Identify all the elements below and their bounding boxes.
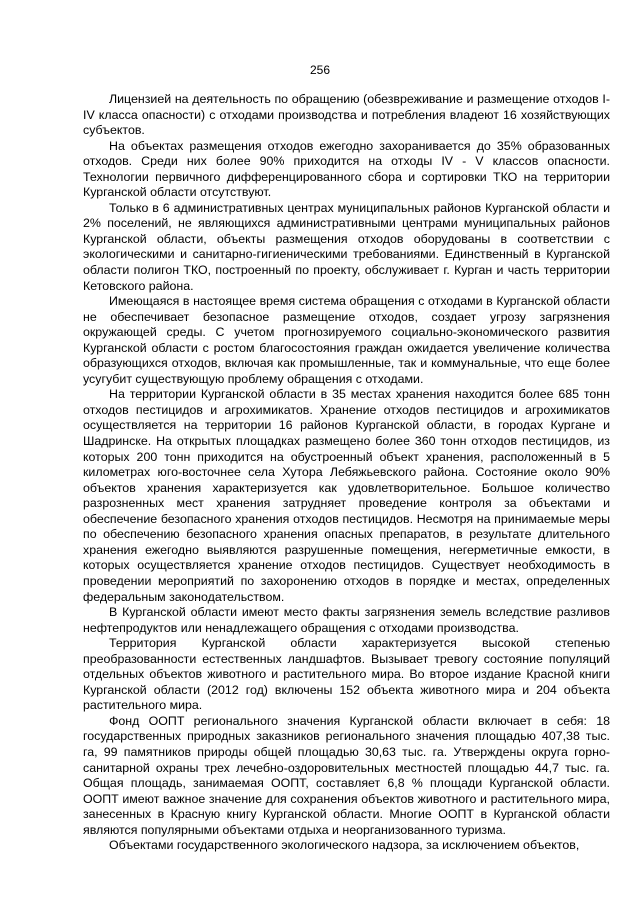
- paragraph-waste-system: Имеющаяся в настоящее время система обращения с отходами в Курганской области не обеспечивает безопасное размещение отходов, создает угрозу загрязнения окружающей среды. С учетом прогнозируемого социально-экономического развития Курганской области с ростом благосостояния граждан ожидается увеличение количества образующихся отходов, включая как промышленные, так и коммунальные, что еще более усугубит существующую проблему обращения с отходами.: [83, 294, 610, 386]
- paragraph-protected-areas: Фонд ООПТ регионального значения Курганской области включает в себя: 18 государственных природных заказников регионального значения площадью 407,38 тыс. га, 99 памятников природы общей площадью 30,63 тыс. га. Утверждены округа горно-санитарной охраны трех лечебно-оздоровительных местностей площадью 44,7 тыс. га. Общая площадь, занимаемая ООПТ, составляет 6,8 % площади Курганской области. ООПТ имеют важное значение для сохранения объектов животного и растительного мира, занесенных в Красную книгу Курганской области. Многие ООПТ в Курганской области являются популярными объектами отдыха и неорганизованного туризма.: [83, 713, 610, 837]
- paragraph-pesticides: На территории Курганской области в 35 местах хранения находится более 685 тонн отходов пестицидов и агрохимикатов. Хранение отходов пестицидов и агрохимикатов осуществляется на территории 16 районов Курганской области, в городах Кургане и Шадринске. На открытых площадках размещено более 360 тонн отходов пестицидов, из которых 200 тонн приходится на обустроенный объект хранения, расположенный в 5 километрах юго-восточнее села Хутора Лебяжьевского района. Состояние около 90% объектов хранения характеризуется как удовлетворительное. Большое количество разрозненных мест хранения затрудняет проведение контроля за объектами и обеспечение безопасного хранения отходов пестицидов. Несмотря на принимаемые меры по обеспечению безопасного хранения опасных препаратов, в результате длительного хранения ежегодно выявляются разрушенные помещения, негерметичные емкости, в которых осуществляется хранение отходов пестицидов. Существует необходимость в проведении мероприятий по захоронению отходов в порядке и местах, определенных федеральным законодательством.: [83, 387, 610, 604]
- paragraph-administrative-centers: Только в 6 административных центрах муниципальных районов Курганской области и 2% поселений, не являющихся административными центрами муниципальных районов Курганской области, объекты размещения отходов оборудованы в соответствии с экологическими и санитарно-гигиеническими требованиями. Единственный в Курганской области полигон ТКО, построенный по проекту, обслуживает г. Курган и часть территории Кетовского района.: [83, 200, 610, 293]
- document-body: [83, 92, 610, 854]
- paragraph-landscapes: Территория Курганской области характеризуется высокой степенью преобразованности естественных ландшафтов. Вызывает тревогу состояние популяций отдельных объектов животного и растительного мира. Во второе издание Красной книги Курганской области (2012 год) включены 152 объекта животного мира и 204 объекта растительного мира.: [83, 636, 610, 713]
- paragraph-ecological-supervision: Объектами государственного экологического надзора, за исключением объектов,: [109, 838, 580, 853]
- paragraph-land-pollution: В Курганской области имеют место факты загрязнения земель вследствие разливов нефтепродуктов или ненадлежащего обращения с отходами производства.: [83, 605, 610, 635]
- page-number: 256: [309, 63, 331, 77]
- paragraph-waste-disposal: На объектах размещения отходов ежегодно захоранивается до 35% образованных отходов. Среди них более 90% приходится на отходы IV - V классов опасности. Технологии первичного дифференцированного сбора и сортировки ТКО на территории Курганской области отсутствуют.: [83, 138, 610, 200]
- paragraph-licensing: Лицензией на деятельность по обращению (обезвреживание и размещение отходов I-IV класса опасности) с отходами производства и потребления владеют 16 хозяйствующих субъектов.: [83, 92, 610, 138]
